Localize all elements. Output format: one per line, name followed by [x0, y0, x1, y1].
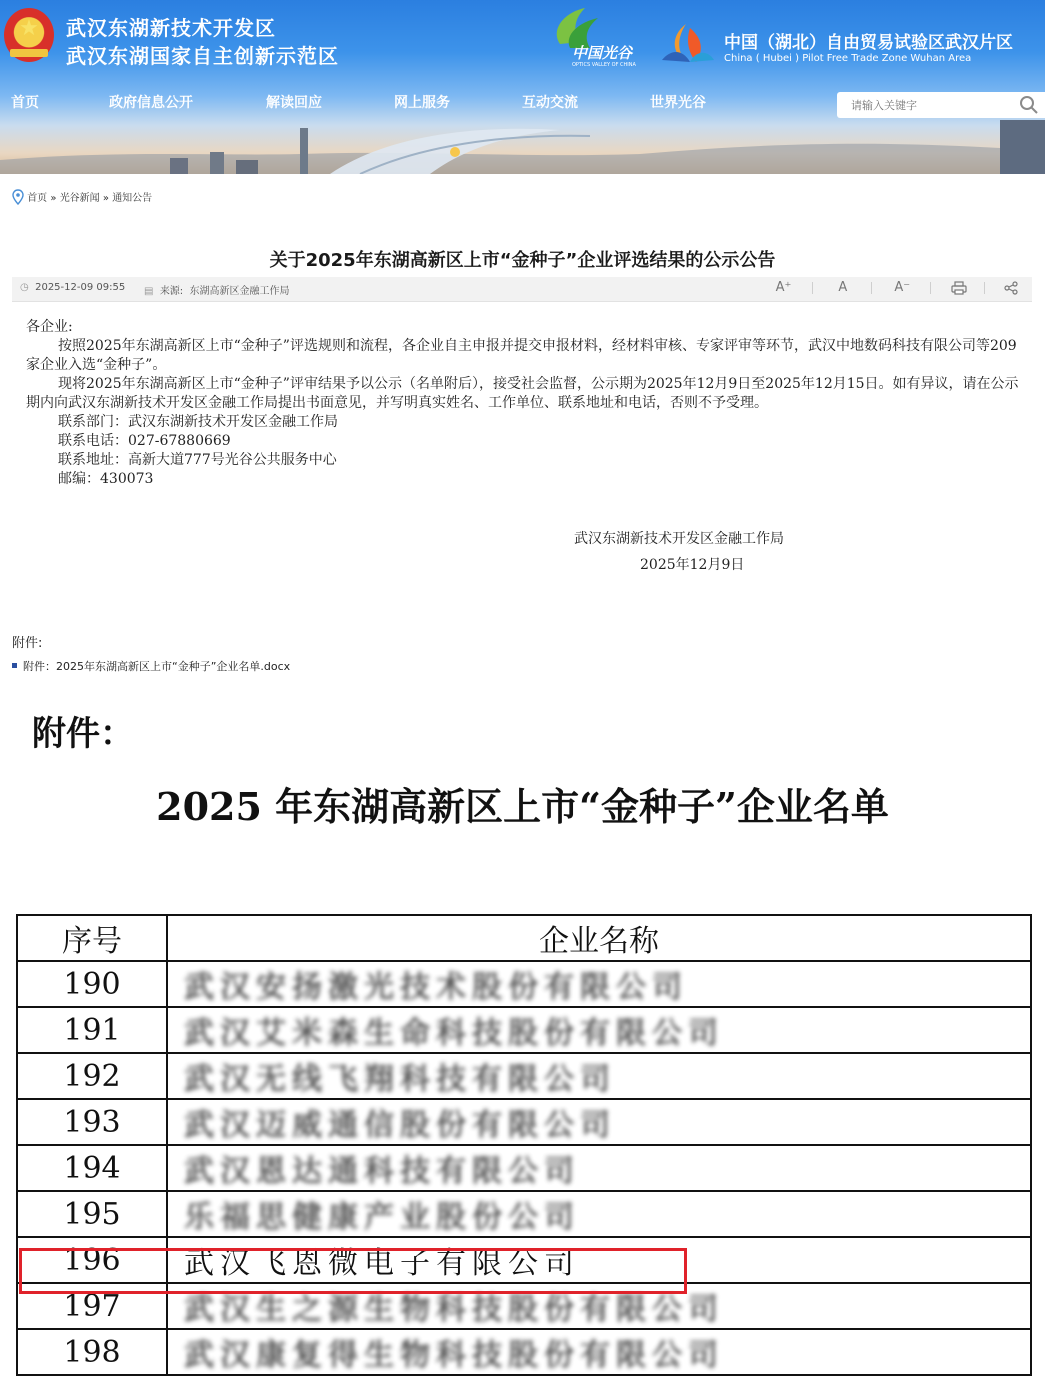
company-list-table: [16, 914, 1032, 1376]
article-tools: [757, 280, 1019, 295]
table-row: [17, 1283, 1031, 1329]
tool-divider: [930, 282, 931, 294]
contact-department: 联系部门：武汉东湖新技术开发区金融工作局: [58, 414, 338, 430]
contact-address: 联系地址：高新大道777号光谷公共服务中心: [58, 452, 337, 468]
site-title[interactable]: [66, 14, 339, 70]
col-header-name: 企业名称: [167, 915, 1031, 961]
nav-world-valley[interactable]: 世界光谷: [650, 95, 706, 111]
row-name: [167, 1053, 1031, 1099]
company-name-blurred: 武汉康复得生物科技股份有限公司: [184, 1338, 724, 1373]
row-name: [167, 1191, 1031, 1237]
optics-valley-logo-text: 中国光谷: [572, 44, 633, 62]
row-no: 193: [17, 1099, 167, 1145]
document-icon: ▤: [144, 286, 154, 297]
site-header: [0, 0, 1045, 174]
publish-datetime-value: 2025-12-09 09:55: [35, 282, 126, 293]
row-no: 194: [17, 1145, 167, 1191]
tool-divider: [812, 282, 813, 294]
search-input[interactable]: [837, 92, 1027, 118]
table-row: [17, 961, 1031, 1007]
site-title-line2: 武汉东湖国家自主创新示范区: [66, 44, 339, 68]
row-name: [167, 961, 1031, 1007]
optics-valley-logo[interactable]: [540, 4, 650, 68]
company-name-blurred: 武汉无线飞翔科技有限公司: [184, 1062, 616, 1097]
breadcrumb-separator: »: [102, 193, 109, 204]
row-name: [167, 1283, 1031, 1329]
optics-valley-logo-subtext: OPTICS VALLEY OF CHINA: [572, 62, 636, 68]
col-header-no: 序号: [17, 915, 167, 961]
company-name-blurred: 武汉安扬激光技术股份有限公司: [184, 970, 688, 1005]
tool-divider: [871, 282, 872, 294]
publish-datetime: [20, 282, 125, 293]
breadcrumb-separator: »: [50, 193, 57, 204]
contact-phone: 联系电话：027-67880669: [58, 433, 231, 449]
postcode: 邮编：430073: [58, 471, 154, 487]
paragraph-1: 按照2025年东湖高新区上市“金种子”评选规则和流程，各企业自主申报并提交申报材料，经材料审核、专家评审等环节，武汉中地数码科技有限公司等209家企业入选“金种子”。: [26, 338, 1017, 373]
row-no: 191: [17, 1007, 167, 1053]
row-no: 196: [17, 1237, 167, 1283]
clock-icon: ◷: [20, 282, 29, 293]
site-title-line1: 武汉东湖新技术开发区: [66, 16, 276, 40]
row-name: [167, 1099, 1031, 1145]
table-row: [17, 1191, 1031, 1237]
location-pin-icon: [12, 189, 24, 205]
attachment-link-text[interactable]: 附件：2025年东湖高新区上市“金种子”企业名单.docx: [23, 660, 291, 673]
ftz-logo-icon: [656, 20, 716, 66]
print-icon[interactable]: [951, 281, 967, 295]
table-row: [17, 1053, 1031, 1099]
paragraph-2: 现将2025年东湖高新区上市“金种子”评审结果予以公示（名单附后），接受社会监督，公示期为2025年12月9日至2025年12月15日。如有异议，请在公示期内向武汉东湖新技术开发区金融工作局提出书面意见，并写明真实姓名、工作单位、联系地址和电话，否则不予受理。: [26, 376, 1019, 411]
row-name: [167, 1007, 1031, 1053]
font-increase-icon[interactable]: A⁺: [775, 280, 792, 295]
font-normal-icon[interactable]: A: [838, 280, 848, 295]
header-skyline-illustration: [0, 120, 1045, 174]
share-icon[interactable]: [1004, 281, 1018, 295]
doc-title: 2025 年东湖高新区上市“金种子”企业名单: [156, 784, 889, 829]
company-name-blurred: 武汉迈威通信股份有限公司: [184, 1108, 616, 1143]
source-label: 来源:: [159, 286, 184, 297]
table-row-highlighted: [17, 1237, 1031, 1283]
search-icon[interactable]: [1019, 95, 1039, 115]
article-meta-bar: [12, 277, 1032, 302]
tool-divider: [984, 282, 985, 294]
search-box: [837, 92, 1045, 118]
ftz-title[interactable]: 中国（湖北）自由贸易试验区武汉片区: [724, 33, 1013, 53]
attachment-label: 附件:: [12, 636, 43, 651]
font-decrease-icon[interactable]: A⁻: [894, 280, 911, 295]
article-source: [144, 282, 290, 297]
bullet-square-icon: [12, 663, 17, 668]
table-row: [17, 1099, 1031, 1145]
article-body: [26, 318, 1022, 489]
table-row: [17, 1329, 1031, 1375]
signer: 武汉东湖新技术开发区金融工作局: [574, 531, 784, 547]
nav-interaction[interactable]: 互动交流: [522, 95, 578, 111]
company-name-blurred: 乐福思健康产业股份公司: [184, 1200, 580, 1235]
national-emblem-icon: ★: [4, 8, 54, 62]
greeting: 各企业:: [26, 319, 73, 335]
nav-online-service[interactable]: 网上服务: [394, 95, 450, 111]
company-name: 武汉飞恩微电子有限公司: [184, 1246, 580, 1281]
row-no: 190: [17, 961, 167, 1007]
company-name-blurred: 武汉生之源生物科技股份有限公司: [184, 1292, 724, 1327]
breadcrumb: [12, 189, 152, 205]
row-name: [167, 1237, 1031, 1283]
nav-interpretation[interactable]: 解读回应: [266, 95, 322, 111]
table-row: [17, 1007, 1031, 1053]
table-header-row: [17, 915, 1031, 961]
nav-home[interactable]: 首页: [11, 95, 39, 111]
company-name-blurred: 武汉艾米森生命科技股份有限公司: [184, 1016, 724, 1051]
ftz-subtitle: China ( Hubei ) Pilot Free Trade Zone Wuhan Area: [724, 53, 972, 64]
attachment-link[interactable]: [12, 658, 290, 674]
sign-date: 2025年12月9日: [640, 557, 745, 573]
breadcrumb-home[interactable]: 首页: [27, 193, 48, 204]
row-name: [167, 1145, 1031, 1191]
source-value: 东湖高新区金融工作局: [189, 286, 290, 297]
row-no: 195: [17, 1191, 167, 1237]
row-no: 197: [17, 1283, 167, 1329]
table-row: [17, 1145, 1031, 1191]
row-no: 192: [17, 1053, 167, 1099]
nav-gov-info[interactable]: 政府信息公开: [109, 95, 193, 111]
row-no: 198: [17, 1329, 167, 1375]
breadcrumb-news[interactable]: 光谷新闻: [59, 193, 100, 204]
breadcrumb-notices[interactable]: 通知公告: [112, 193, 153, 204]
company-name-blurred: 武汉恩达通科技有限公司: [184, 1154, 580, 1189]
row-name: [167, 1329, 1031, 1375]
doc-attachment-label: 附件：: [32, 714, 134, 754]
article-title: 关于2025年东湖高新区上市“金种子”企业评选结果的公示公告: [269, 250, 776, 271]
